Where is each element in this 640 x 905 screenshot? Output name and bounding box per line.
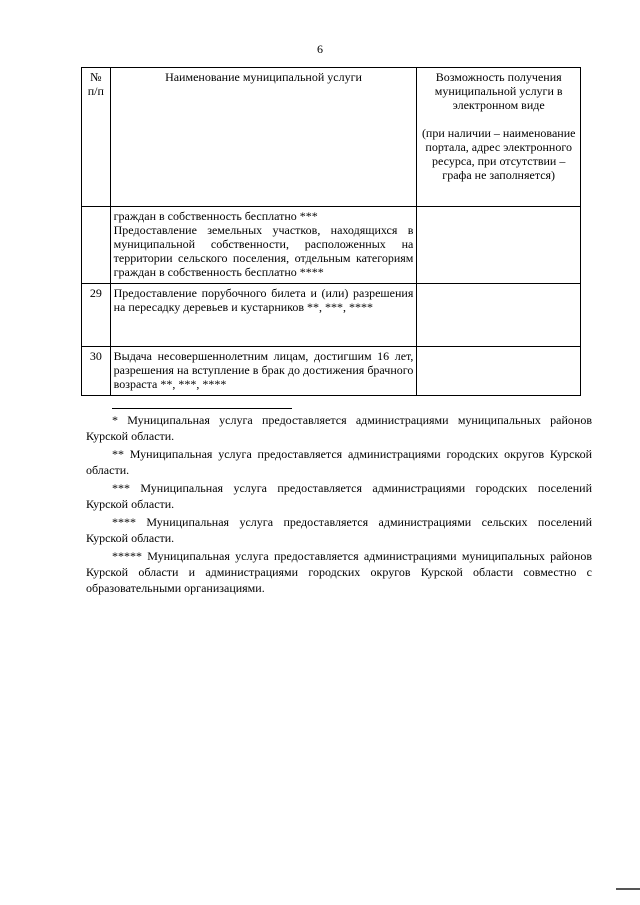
table-row: [82, 284, 581, 347]
footnote-divider: [112, 408, 292, 409]
service-name-line: Предоставление земельных участков, находящихся в муниципальной собственности, расположенных на территории сельского поселения, отдельным категориям граждан в собственность бесплатно ****: [113, 223, 414, 279]
scan-edge-mark: [616, 888, 640, 890]
row-electronic: [417, 347, 581, 396]
header-electronic-note: (при наличии – наименование портала, адрес электронного ресурса, при отсутствии – графа не заполняется): [421, 126, 576, 182]
header-service-name: Наименование муниципальной услуги: [110, 68, 417, 207]
table-row: [82, 347, 581, 396]
header-electronic: [417, 68, 581, 207]
row-number: [82, 207, 111, 284]
row-electronic: [417, 207, 581, 284]
header-electronic-main: Возможность получения муниципальной услуги в электронном виде: [434, 70, 563, 112]
footnote: ***** Муниципальная услуга предоставляется администрациями муниципальных районов Курской области и администрациями городских округов Курской области совместно с образовательными организациями.: [86, 549, 592, 595]
service-name-line: Предоставление порубочного билета и (или) разрешения на пересадку деревьев и кустарников **, ***, ****: [113, 286, 414, 314]
services-table: [81, 67, 581, 396]
footnotes: [86, 412, 592, 598]
table-row: [82, 207, 581, 284]
footnote: ** Муниципальная услуга предоставляется администрациями городских округов Курской области.: [86, 447, 592, 477]
page-number: 6: [317, 42, 323, 56]
row-number: 30: [82, 347, 111, 396]
row-service-name: [110, 207, 417, 284]
footnote: *** Муниципальная услуга предоставляется администрациями городских поселений Курской области.: [86, 481, 592, 511]
table-header-row: [82, 68, 581, 207]
row-service-name: [110, 284, 417, 347]
footnote: **** Муниципальная услуга предоставляется администрациями сельских поселений Курской области.: [86, 515, 592, 545]
row-electronic: [417, 284, 581, 347]
row-service-name: [110, 347, 417, 396]
service-name-line: Выдача несовершеннолетним лицам, достигшим 16 лет, разрешения на вступление в брак до достижения брачного возраста **, ***, ****: [113, 349, 414, 391]
header-number: № п/п: [82, 68, 111, 207]
row-number: 29: [82, 284, 111, 347]
service-name-line: граждан в собственность бесплатно ***: [113, 209, 318, 223]
footnote: * Муниципальная услуга предоставляется администрациями муниципальных районов Курской области.: [86, 413, 592, 443]
